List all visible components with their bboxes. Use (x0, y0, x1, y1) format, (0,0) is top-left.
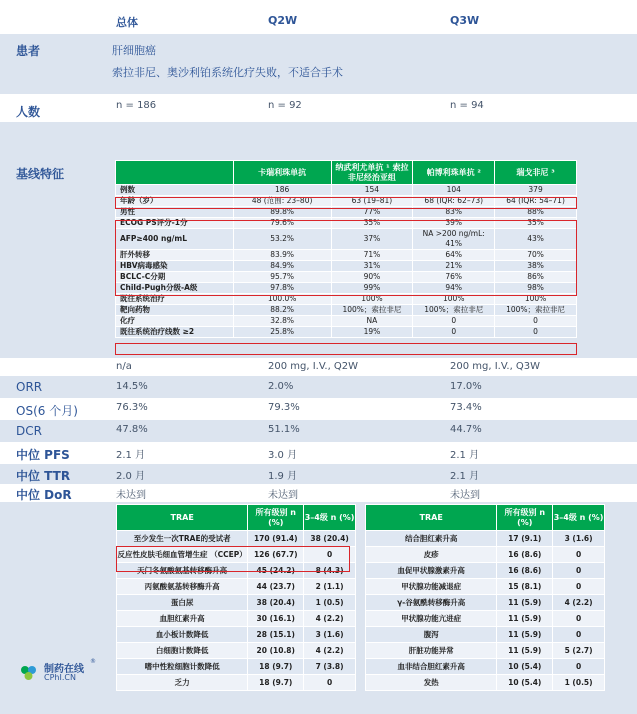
orr-q3w: 17.0% (450, 381, 482, 392)
trae_left-cell-0: 乏力 (117, 675, 248, 691)
trae_left-cell-1: 30 (16.1) (248, 611, 304, 627)
baseline-cell-0: ECOG PS评分-1分 (116, 218, 234, 229)
baseline-row (116, 185, 577, 196)
baseline-cell-3: 39% (413, 218, 495, 229)
baseline-cell-3: 64% (413, 250, 495, 261)
trae_right-cell-1: 17 (9.1) (497, 531, 553, 547)
baseline-cell-4: 98% (495, 283, 577, 294)
trae_left-cell-2: 0 (304, 675, 356, 691)
baseline-cell-3: 104 (413, 185, 495, 196)
cphi-logo-sub: CPhI.CN (44, 673, 76, 682)
trae_right-cell-0: 肝脏功能异常 (366, 643, 497, 659)
baseline-cell-0: 年龄（岁） (116, 196, 234, 207)
patients-label: 患者 (16, 44, 41, 58)
trae_right-row (366, 547, 605, 563)
baseline-cell-0: 既往系统治疗 (116, 294, 234, 305)
dor-label: 中位 DoR (16, 488, 72, 502)
trae_right-cell-1: 10 (5.4) (497, 659, 553, 675)
baseline-cell-1: 25.8% (233, 327, 331, 338)
trae_right-cell-0: 血非结合胆红素升高 (366, 659, 497, 675)
os-q3w: 73.4% (450, 402, 482, 413)
trae_left-cell-0: 嗜中性粒细胞计数降低 (117, 659, 248, 675)
trae_right-cell-0: 血促甲状腺激素升高 (366, 563, 497, 579)
count-band (0, 94, 637, 122)
baseline-cell-4: 43% (495, 229, 577, 250)
header-band (0, 0, 637, 34)
trae_right-cell-2: 3 (1.6) (553, 531, 605, 547)
baseline-cell-4: 88% (495, 207, 577, 218)
orr-label: ORR (16, 380, 43, 394)
baseline-cell-3: 68 (IQR: 62–73) (413, 196, 495, 207)
patients-line-2: 索拉非尼、奥沙利铂系统化疗失败，不适合手术 (112, 66, 343, 79)
baseline-label: 基线特征 (16, 167, 65, 181)
trae_left-cell-1: 44 (23.7) (248, 579, 304, 595)
trae_left-row (117, 595, 356, 611)
trae-left-col-2: 3–4级 n (%) (304, 505, 356, 531)
baseline-cell-2: 77% (331, 207, 413, 218)
trae_right-cell-0: 腹泻 (366, 627, 497, 643)
trae_right-cell-0: 结合胆红素升高 (366, 531, 497, 547)
dcr-label: DCR (16, 424, 42, 438)
trae_left-cell-1: 18 (9.7) (248, 659, 304, 675)
trae_left-cell-2: 3 (1.6) (304, 627, 356, 643)
trae_left-cell-2: 0 (304, 547, 356, 563)
trae_left-cell-0: 天门冬氨酸氨基转移酶升高 (117, 563, 248, 579)
dor-q3w: 未达到 (450, 490, 480, 501)
baseline-cell-2: 100%；索拉非尼 (331, 305, 413, 316)
baseline-cell-4: 0 (495, 327, 577, 338)
baseline-row (116, 316, 577, 327)
dor-band (0, 484, 637, 502)
trae_left-cell-2: 38 (20.4) (304, 531, 356, 547)
trae_left-cell-2: 2 (1.1) (304, 579, 356, 595)
baseline-cell-0: BCLC-C分期 (116, 272, 234, 283)
baseline-cell-2: 37% (331, 229, 413, 250)
baseline-cell-0: 化疗 (116, 316, 234, 327)
baseline-cell-4: 100% (495, 294, 577, 305)
trae_right-row (366, 563, 605, 579)
orr-band (0, 376, 637, 398)
baseline-cell-3: 0 (413, 316, 495, 327)
trae_right-cell-1: 10 (5.4) (497, 675, 553, 691)
cphi-logo-mark: ® (90, 658, 96, 665)
baseline-cell-1: 89.8% (233, 207, 331, 218)
trae_right-cell-1: 11 (5.9) (497, 595, 553, 611)
baseline-cell-4: 86% (495, 272, 577, 283)
trae_right-row (366, 595, 605, 611)
header-q2w: Q2W (268, 14, 298, 27)
baseline-cell-1: 88.2% (233, 305, 331, 316)
trae_left-cell-0: 白细胞计数降低 (117, 643, 248, 659)
trae_right-row (366, 627, 605, 643)
baseline-cell-2: 31% (331, 261, 413, 272)
count-q3w: n = 94 (450, 100, 484, 111)
baseline-cell-2: 35% (331, 218, 413, 229)
baseline-header-row (116, 161, 577, 185)
baseline-cell-3: 100% (413, 294, 495, 305)
os-total: 76.3% (116, 402, 148, 413)
trae_left-cell-1: 126 (67.7) (248, 547, 304, 563)
patients-line-1: 肝细胞癌 (112, 44, 156, 57)
trae_left-row (117, 627, 356, 643)
trae_right-row (366, 643, 605, 659)
baseline-col-3: 帕博利珠单抗 ² (413, 161, 495, 185)
trae_right-row (366, 611, 605, 627)
trae_right-cell-2: 4 (2.2) (553, 595, 605, 611)
baseline-cell-0: 既往系统治疗线数 ≥2 (116, 327, 234, 338)
trae-table-right (365, 504, 605, 691)
trae_right-cell-2: 0 (553, 659, 605, 675)
trae_left-cell-0: 反应性皮肤毛细血管增生症 （CCEP） (117, 547, 248, 563)
trae-left-col-1: 所有级别 n (%) (248, 505, 304, 531)
baseline-cell-1: 83.9% (233, 250, 331, 261)
ttr-total: 2.0 月 (116, 471, 146, 482)
baseline-cell-1: 186 (233, 185, 331, 196)
trae_right-cell-0: γ-谷氨酰转移酶升高 (366, 595, 497, 611)
dor-q2w: 未达到 (268, 490, 298, 501)
baseline-cell-1: 48 (范围: 23–80) (233, 196, 331, 207)
baseline-cell-3: 0 (413, 327, 495, 338)
pfs-q2w: 3.0 月 (268, 450, 298, 461)
trae_right-row (366, 659, 605, 675)
baseline-cell-4: 64 (IQR: 54–71) (495, 196, 577, 207)
baseline-cell-0: 例数 (116, 185, 234, 196)
trae_left-row (117, 643, 356, 659)
orr-q2w: 2.0% (268, 381, 294, 392)
baseline-cell-3: 76% (413, 272, 495, 283)
baseline-cell-3: NA >200 ng/mL: 41% (413, 229, 495, 250)
baseline-cell-0: 肝外转移 (116, 250, 234, 261)
count-label: 人数 (16, 105, 41, 119)
trae_left-cell-0: 至少发生一次TRAE的受试者 (117, 531, 248, 547)
trae_right-cell-1: 16 (8.6) (497, 547, 553, 563)
trae_left-cell-1: 28 (15.1) (248, 627, 304, 643)
orr-total: 14.5% (116, 381, 148, 392)
trae_left-row (117, 675, 356, 691)
trae_right-cell-0: 甲状腺功能亢进症 (366, 611, 497, 627)
trae_left-row (117, 531, 356, 547)
trae_left-cell-0: 蛋白尿 (117, 595, 248, 611)
baseline-col-4: 瑞戈非尼 ³ (495, 161, 577, 185)
pfs-band (0, 442, 637, 464)
trae_right-cell-1: 11 (5.9) (497, 627, 553, 643)
trae_right-row (366, 531, 605, 547)
baseline-cell-4: 0 (495, 316, 577, 327)
baseline-cell-3: 21% (413, 261, 495, 272)
baseline-cell-3: 83% (413, 207, 495, 218)
header-q3w: Q3W (450, 14, 480, 27)
os-q2w: 79.3% (268, 402, 300, 413)
baseline-cell-2: 71% (331, 250, 413, 261)
trae-highlight-ccep (116, 546, 350, 572)
trae_left-row (117, 579, 356, 595)
ttr-band (0, 464, 637, 484)
baseline-cell-0: Child-Pugh分级-A级 (116, 283, 234, 294)
trae_left-cell-0: 丙氨酸氨基转移酶升高 (117, 579, 248, 595)
trae_right-cell-1: 11 (5.9) (497, 643, 553, 659)
trae-right-col-2: 3–4级 n (%) (553, 505, 605, 531)
baseline-cell-3: 100%；索拉非尼 (413, 305, 495, 316)
trae_left-cell-2: 1 (0.5) (304, 595, 356, 611)
baseline-cell-4: 100%；索拉非尼 (495, 305, 577, 316)
dosing-q2w: 200 mg, I.V., Q2W (268, 361, 359, 372)
trae_right-cell-2: 0 (553, 627, 605, 643)
baseline-cell-2: 99% (331, 283, 413, 294)
trae_left-cell-1: 18 (9.7) (248, 675, 304, 691)
trae_right-cell-0: 皮疹 (366, 547, 497, 563)
trae_right-cell-0: 甲状腺功能减退症 (366, 579, 497, 595)
dcr-q2w: 51.1% (268, 424, 300, 435)
os-band (0, 398, 637, 420)
baseline-cell-4: 38% (495, 261, 577, 272)
count-q2w: n = 92 (268, 100, 302, 111)
pfs-label: 中位 PFS (16, 448, 70, 462)
dcr-band (0, 420, 637, 442)
trae-right-col-0: TRAE (366, 505, 497, 531)
cphi-logo-name: 制药在线 (44, 664, 84, 675)
baseline-cell-3: 94% (413, 283, 495, 294)
dosing-q3w: 200 mg, I.V., Q3W (450, 361, 541, 372)
baseline-cell-0: 靶向药物 (116, 305, 234, 316)
baseline-cell-2: 19% (331, 327, 413, 338)
baseline-row (116, 327, 577, 338)
trae_right-cell-0: 发热 (366, 675, 497, 691)
dor-total: 未达到 (116, 490, 146, 501)
trae_left-row (117, 659, 356, 675)
baseline-cell-2: 100% (331, 294, 413, 305)
trae_right-row (366, 579, 605, 595)
baseline-cell-0: 男性 (116, 207, 234, 218)
trae-left-col-0: TRAE (117, 505, 248, 531)
trae_right-cell-2: 0 (553, 611, 605, 627)
baseline-cell-1: 79.6% (233, 218, 331, 229)
baseline-col-1: 卡瑞利珠单抗 (233, 161, 331, 185)
baseline-cell-1: 32.8% (233, 316, 331, 327)
baseline-cell-1: 95.7% (233, 272, 331, 283)
trae_left-cell-2: 8 (4.3) (304, 563, 356, 579)
baseline-cell-4: 70% (495, 250, 577, 261)
baseline-cell-4: 35% (495, 218, 577, 229)
baseline-highlight-disease (115, 220, 577, 296)
pfs-total: 2.1 月 (116, 450, 146, 461)
baseline-cell-2: 90% (331, 272, 413, 283)
baseline-cell-2: 154 (331, 185, 413, 196)
trae_right-cell-2: 1 (0.5) (553, 675, 605, 691)
ttr-q3w: 2.1 月 (450, 471, 480, 482)
count-total: n = 186 (116, 100, 157, 111)
dosing-total: n/a (116, 361, 132, 372)
trae_left-cell-2: 4 (2.2) (304, 643, 356, 659)
baseline-row (116, 305, 577, 316)
pfs-q3w: 2.1 月 (450, 450, 480, 461)
baseline-col-2: 纳武利尤单抗 ¹ 索拉非尼经治亚组 (331, 161, 413, 185)
trae_left-cell-0: 血胆红素升高 (117, 611, 248, 627)
trae_left-cell-2: 7 (3.8) (304, 659, 356, 675)
trae-right-header-row (366, 505, 605, 531)
trae_left-cell-1: 20 (10.8) (248, 643, 304, 659)
trae_right-cell-2: 0 (553, 563, 605, 579)
trae_right-cell-2: 5 (2.7) (553, 643, 605, 659)
baseline-cell-1: 84.9% (233, 261, 331, 272)
dcr-total: 47.8% (116, 424, 148, 435)
trae-right-col-1: 所有级别 n (%) (497, 505, 553, 531)
ttr-q2w: 1.9 月 (268, 471, 298, 482)
trae_left-cell-1: 170 (91.4) (248, 531, 304, 547)
trae_right-cell-1: 11 (5.9) (497, 611, 553, 627)
dcr-q3w: 44.7% (450, 424, 482, 435)
trae_left-row (117, 611, 356, 627)
baseline-cell-4: 379 (495, 185, 577, 196)
baseline-cell-2: 63 (19–81) (331, 196, 413, 207)
cphi-logo-icon (18, 662, 40, 684)
header-total: 总体 (116, 16, 138, 29)
trae_right-cell-1: 15 (8.1) (497, 579, 553, 595)
ttr-label: 中位 TTR (16, 469, 71, 483)
baseline-highlight-age (115, 197, 577, 209)
trae_right-cell-2: 0 (553, 579, 605, 595)
baseline-cell-0: AFP≥400 ng/mL (116, 229, 234, 250)
trae_left-cell-2: 4 (2.2) (304, 611, 356, 627)
baseline-cell-1: 97.8% (233, 283, 331, 294)
trae_left-cell-0: 血小板计数降低 (117, 627, 248, 643)
trae-left-header-row (117, 505, 356, 531)
baseline-cell-0: HBV病毒感染 (116, 261, 234, 272)
baseline-col-0 (116, 161, 234, 185)
trae_left-cell-1: 38 (20.4) (248, 595, 304, 611)
trae_right-cell-2: 0 (553, 547, 605, 563)
trae_right-row (366, 675, 605, 691)
trae_left-cell-1: 45 (24.2) (248, 563, 304, 579)
trae-table-left (116, 504, 356, 691)
baseline-cell-1: 53.2% (233, 229, 331, 250)
trae_right-cell-1: 16 (8.6) (497, 563, 553, 579)
baseline-cell-1: 100.0% (233, 294, 331, 305)
os-label: OS(6 个月) (16, 404, 78, 418)
baseline-cell-2: NA (331, 316, 413, 327)
baseline-highlight-lines (115, 343, 577, 355)
